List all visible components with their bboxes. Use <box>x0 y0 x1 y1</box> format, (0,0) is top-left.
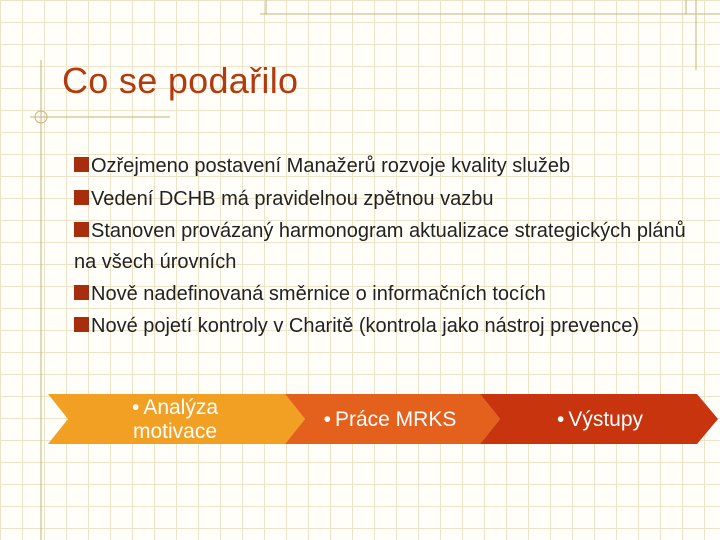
list-item: Vedení DCHB má pravidelnou zpětnou vazbu <box>74 183 704 216</box>
process-step-2-label: • Práce MRKS <box>323 408 457 431</box>
list-item: Nově nadefinovaná směrnice o informačních tocích <box>74 278 704 311</box>
process-step-1-label: • Analýza motivace <box>131 396 219 443</box>
list-item: Ozřejmeno postavení Manažerů rozvoje kvality služeb <box>74 150 704 183</box>
page-title: Co se podařilo <box>62 60 299 101</box>
list-item: Nové pojetí kontroly v Charitě (kontrola jako nástroj prevence) <box>74 311 704 342</box>
list-item: Stanoven provázaný harmonogram aktualizace strategických plánů na všech úrovních <box>74 220 686 273</box>
process-step-3-label: • Výstupy <box>556 408 644 431</box>
